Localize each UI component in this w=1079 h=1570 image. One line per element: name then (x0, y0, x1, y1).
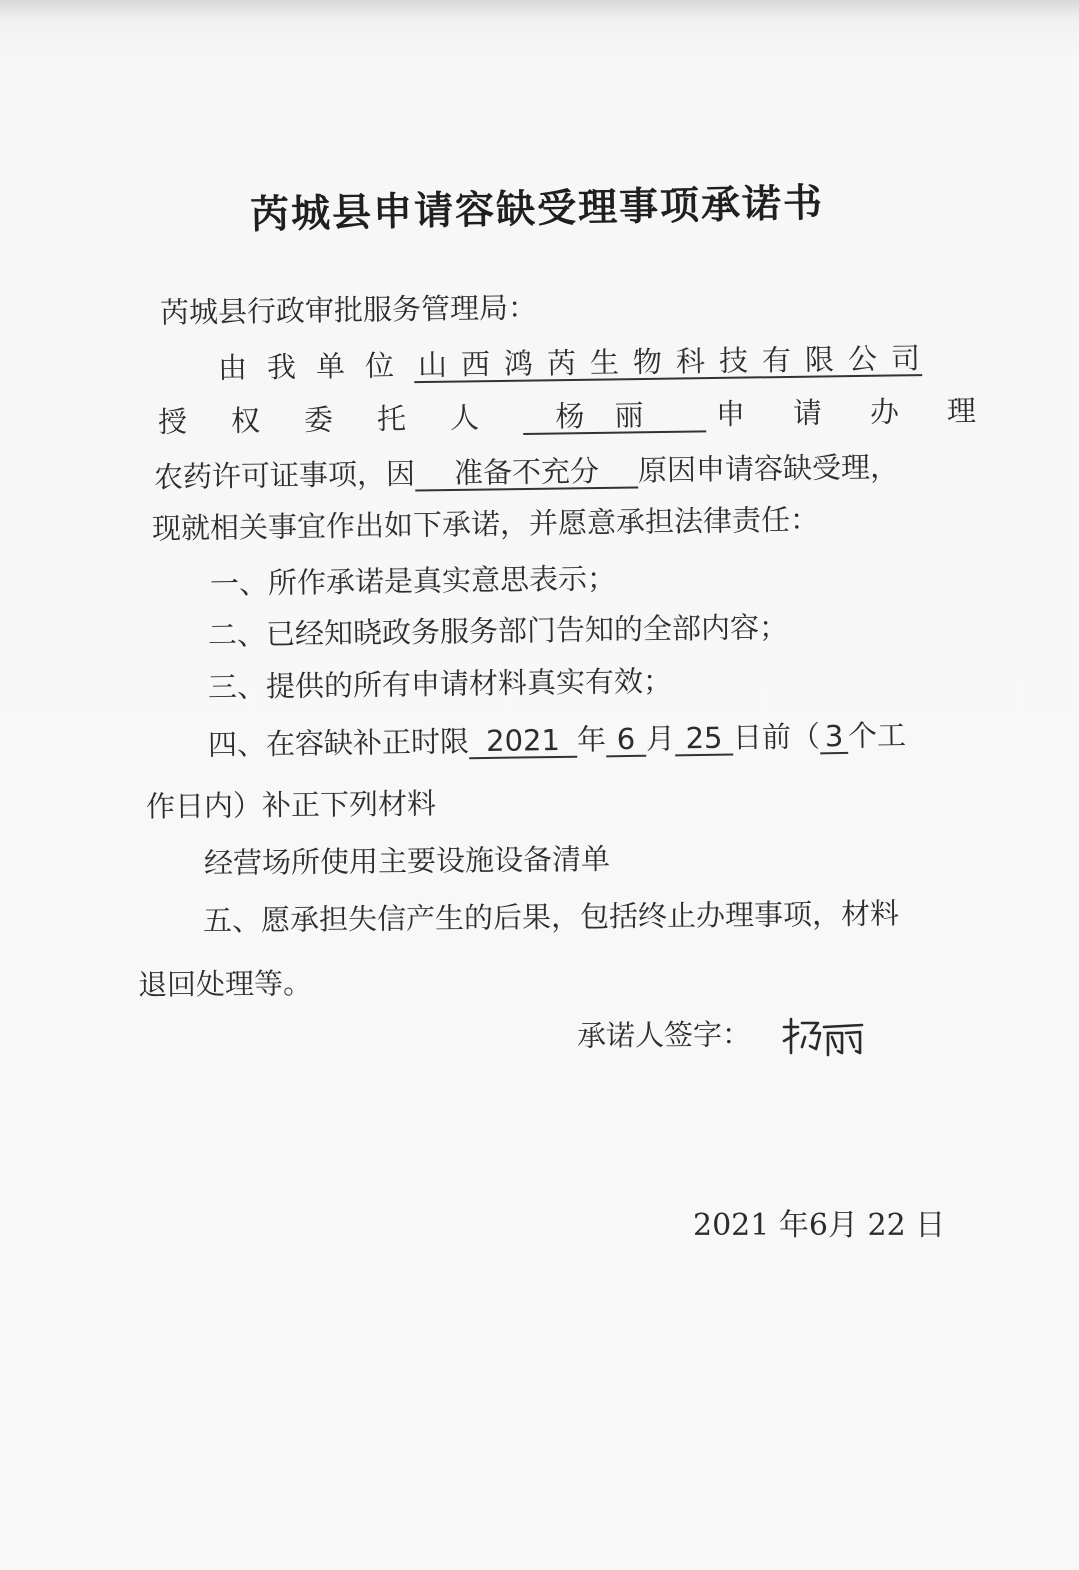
reason-suffix: 原因申请容缺受理， (637, 449, 900, 488)
deadline-day-unit: 日前（ (732, 719, 821, 755)
scan-edge (0, 0, 1079, 18)
item-three: 三、提供的所有申请材料真实有效； (207, 663, 673, 705)
signature-label: 承诺人签字： (576, 1017, 752, 1053)
delegate-suffix: 申请办理 (715, 392, 1025, 432)
item-four-prefix: 四、在容缺补正时限 (207, 724, 470, 762)
item-four-continued: 作日内）补正下列材料 (145, 786, 437, 824)
paragraph-commitment-intro: 现就相关事宜作出如下承诺，并愿意承担法律责任： (151, 502, 820, 546)
material-list: 经营场所使用主要设施设备清单 (203, 841, 611, 881)
deadline-month: 6 (606, 723, 646, 758)
deadline-workdays-unit: 个工 (847, 718, 907, 753)
deadline-year-unit: 年 (576, 722, 607, 757)
item-five: 五、愿承担失信产生的后果，包括终止办理事项，材料 (202, 896, 900, 938)
deadline-day: 25 (675, 722, 733, 757)
reason-value: 准备不充分 (415, 454, 638, 491)
company-name: 山西鸿芮生物科技有限公司 (414, 342, 922, 383)
reason-prefix: 农药许可证事项，因 (153, 456, 416, 495)
deadline-month-unit: 月 (645, 721, 676, 756)
delegate-name: 杨丽 (523, 398, 706, 435)
deadline-year: 2021 (469, 724, 577, 760)
paragraph-unit (217, 340, 935, 386)
addressee: 芮城县行政审批服务管理局： (159, 290, 538, 330)
deadline-workdays: 3 (820, 720, 848, 754)
document-title: 芮城县申请容缺受理事项承诺书 (249, 179, 825, 238)
handwritten-signature (778, 1013, 868, 1063)
delegate-prefix: 授权委托人 (157, 399, 524, 440)
paragraph-reason (154, 449, 899, 495)
item-one: 一、所作承诺是真实意思表示； (209, 561, 617, 601)
document-date: 2021 年6月 22 日 (693, 1208, 946, 1243)
paragraph-delegate (158, 392, 1024, 440)
item-two: 二、已经知晓政务服务部门告知的全部内容； (207, 609, 789, 653)
unit-prefix: 由我单位 (217, 348, 415, 385)
item-four (208, 717, 907, 763)
item-five-continued: 退回处理等。 (137, 966, 313, 1002)
